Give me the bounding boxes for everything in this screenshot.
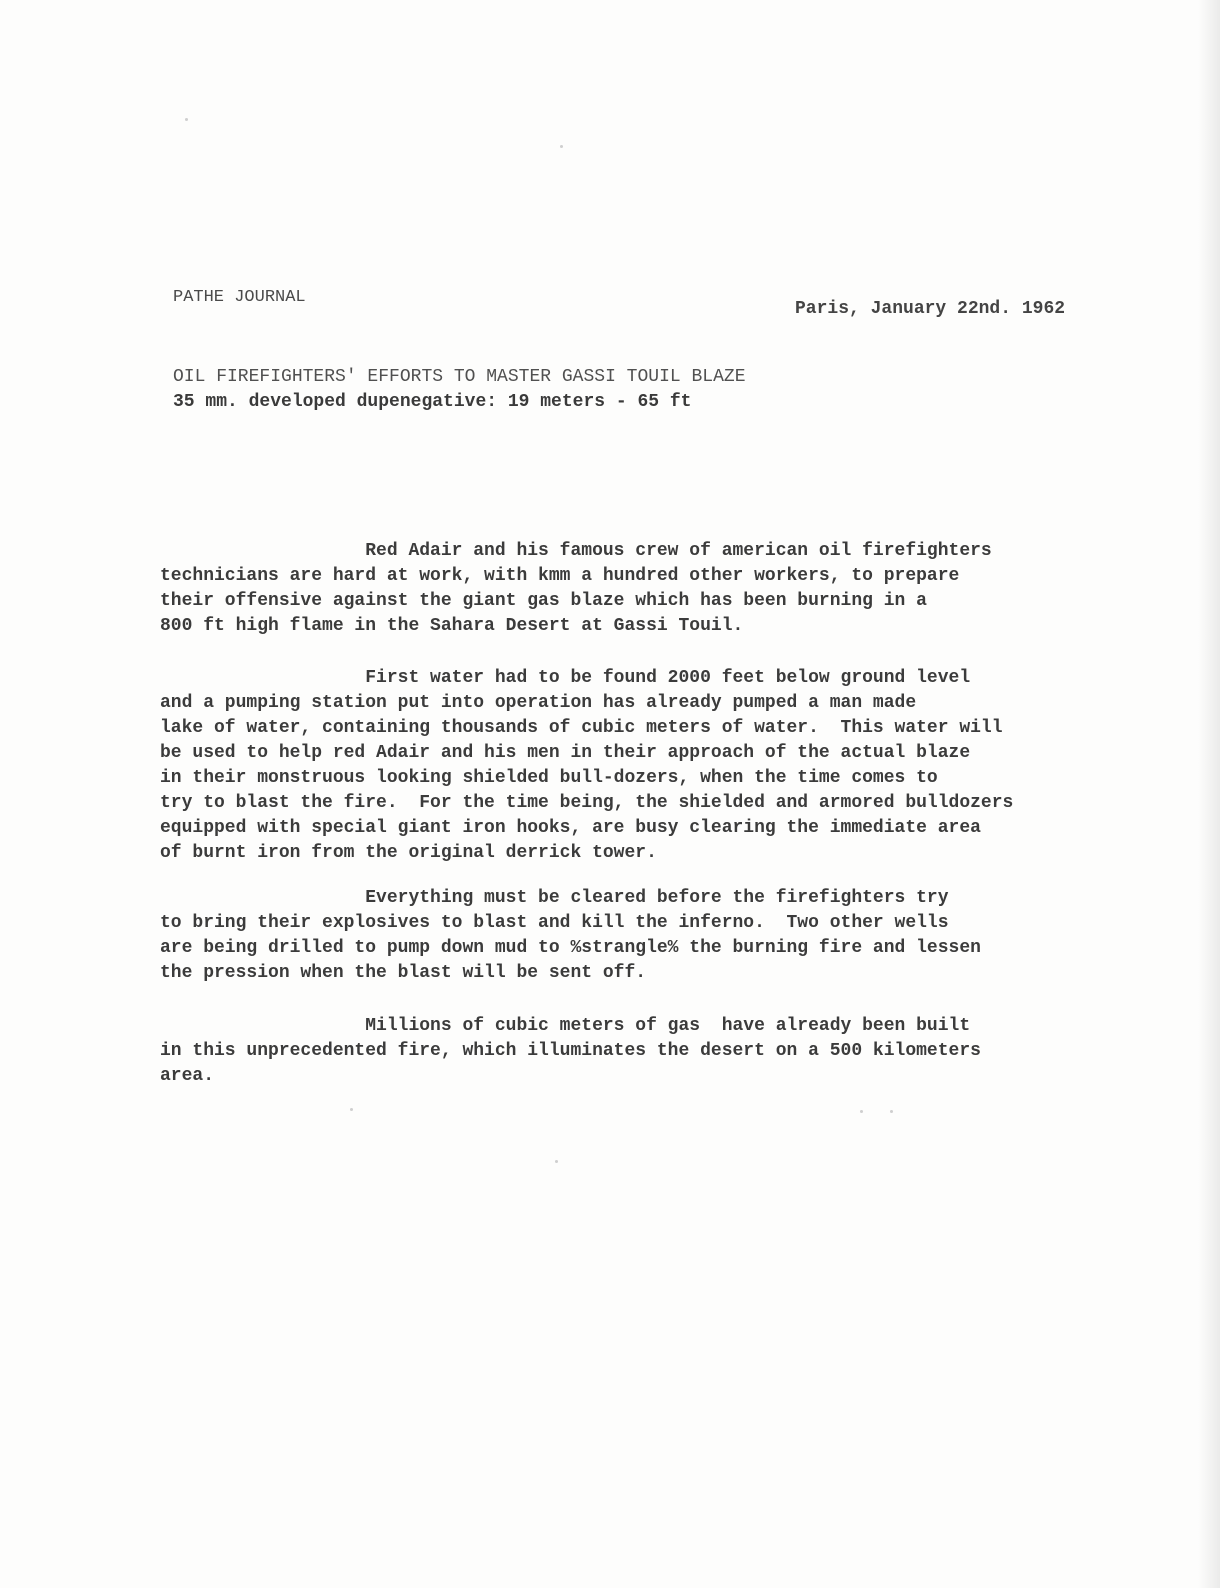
page-edge-shadow [1198, 0, 1220, 1588]
dateline: Paris, January 22nd. 1962 [795, 299, 1066, 319]
paper-speck [350, 1108, 353, 1111]
paragraph-3: Everything must be cleared before the firefighters try to bring their explosives to blast and kill the inferno. Two other wells are being drilled to pump down mud to %strangle% the burning fire and lessen the pression when the blast will be sent off. [160, 888, 981, 983]
paper-speck [185, 118, 188, 121]
paper-speck [555, 1160, 558, 1163]
film-spec-line: 35 mm. developed dupenegative: 19 meters - 65 ft [173, 392, 692, 412]
organization-header: PATHE JOURNAL [173, 288, 306, 307]
paragraph-1: Red Adair and his famous crew of american oil firefighters technicians are hard at work, with kmm a hundred other workers, to prepare their offensive against the giant gas blaze which has been burning in a 800 ft high flame in the Sahara Desert at Gassi Touil. [160, 541, 992, 636]
paper-speck [560, 145, 563, 148]
paper-speck [860, 1110, 863, 1113]
faint-page-stamp [1050, 20, 1180, 64]
paper-speck [890, 1110, 893, 1113]
document-title: OIL FIREFIGHTERS' EFFORTS TO MASTER GASSI TOUIL BLAZE [173, 367, 746, 387]
paragraph-4: Millions of cubic meters of gas have already been built in this unprecedented fire, which illuminates the desert on a 500 kilometers area. [160, 1016, 981, 1086]
paragraph-2: First water had to be found 2000 feet below ground level and a pumping station put into operation has already pumped a man made lake of water, containing thousands of cubic meters of water. This water will be used to help red Adair and his men in their approach of the actual blaze in their monstruous looking shielded bull-dozers, when the time comes to try to blast the fire. For the time being, the shielded and armored bulldozers equipped with special giant iron hooks, are busy clearing the immediate area of burnt iron from the original derrick tower. [160, 668, 1014, 863]
